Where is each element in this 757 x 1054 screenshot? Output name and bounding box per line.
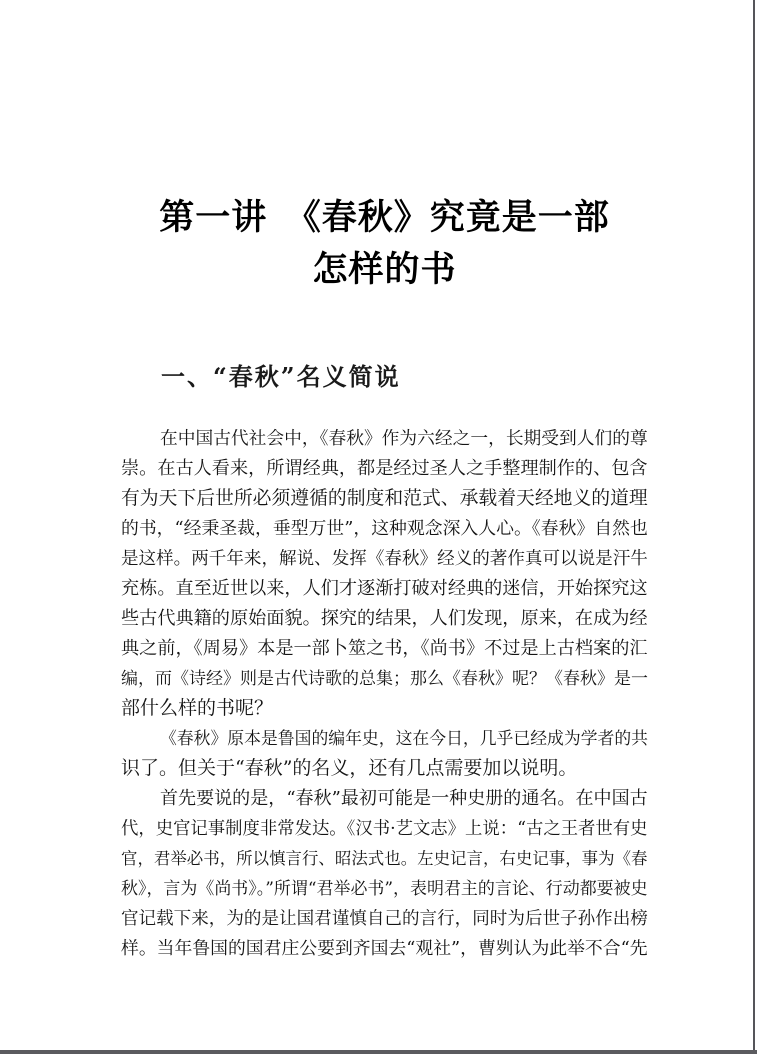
body-line: 秋》，言为《尚书》。”所谓“君举必书”，表明君主的言论、行动都要被史 bbox=[121, 879, 648, 899]
chapter-title bbox=[121, 192, 648, 296]
body-line: 在中国古代社会中，《春秋》作为六经之一，长期受到人们的尊 bbox=[160, 429, 648, 449]
body-line: 代，史官记事制度非常发达。《汉书·艺文志》上说：“古之王者世有史 bbox=[121, 819, 648, 839]
scan-edge-right bbox=[753, 0, 755, 1054]
body-line: 崇。在古人看来，所谓经典，都是经过圣人之手整理制作的、包含 bbox=[121, 458, 648, 479]
body-line: 部什么样的书呢？ bbox=[121, 697, 274, 719]
paragraph bbox=[121, 723, 648, 783]
body-line: 样。当年鲁国的国君庄公要到齐国去“观社”，曹刿认为此举不合“先 bbox=[121, 938, 648, 959]
body-text bbox=[121, 423, 648, 963]
body-line: 的书，“经秉圣裁，垂型万世”，这种观念深入人心。《春秋》自然也 bbox=[121, 518, 648, 539]
body-line: 典之前，《周易》本是一部卜筮之书，《尚书》不过是上古档案的汇 bbox=[121, 638, 648, 659]
body-line: 官记载下来，为的是让国君谨慎自己的言行，同时为后世子孙作出榜 bbox=[121, 909, 648, 929]
body-line: 《春秋》原本是鲁国的编年史，这在今日，几乎已经成为学者的共 bbox=[160, 728, 649, 748]
body-line: 官，君举必书，所以慎言行、昭法式也。左史记言，右史记事，事为《春 bbox=[121, 849, 648, 868]
chapter-title-line2: 怎样的书 bbox=[312, 249, 457, 290]
body-line: 识了。但关于“春秋”的名义，还有几点需要加以说明。 bbox=[121, 757, 578, 779]
page-content bbox=[121, 0, 648, 1054]
body-line: 些古代典籍的原始面貌。探究的结果，人们发现，原来，在成为经 bbox=[121, 608, 648, 629]
scan-edge-bottom bbox=[0, 1050, 757, 1054]
body-line: 充栋。直至近世以来，人们才逐渐打破对经典的迷信，开始探究这 bbox=[121, 578, 648, 599]
paragraph bbox=[121, 423, 648, 723]
body-line: 有为天下后世所必须遵循的制度和范式、承载着天经地义的道理 bbox=[121, 488, 648, 509]
section-heading: 一、“春秋”名义简说 bbox=[161, 362, 401, 391]
body-line: 是这样。两千年来，解说、发挥《春秋》经义的著作真可以说是汗牛 bbox=[121, 549, 648, 569]
body-line: 首先要说的是，“春秋”最初可能是一种史册的通名。在中国古 bbox=[160, 788, 648, 809]
paragraph bbox=[121, 783, 648, 963]
chapter-title-line1: 第一讲 《春秋》究竟是一部 bbox=[159, 197, 610, 238]
body-line: 编，而《诗经》则是古代诗歌的总集；那么《春秋》呢？《春秋》是一 bbox=[121, 669, 648, 689]
